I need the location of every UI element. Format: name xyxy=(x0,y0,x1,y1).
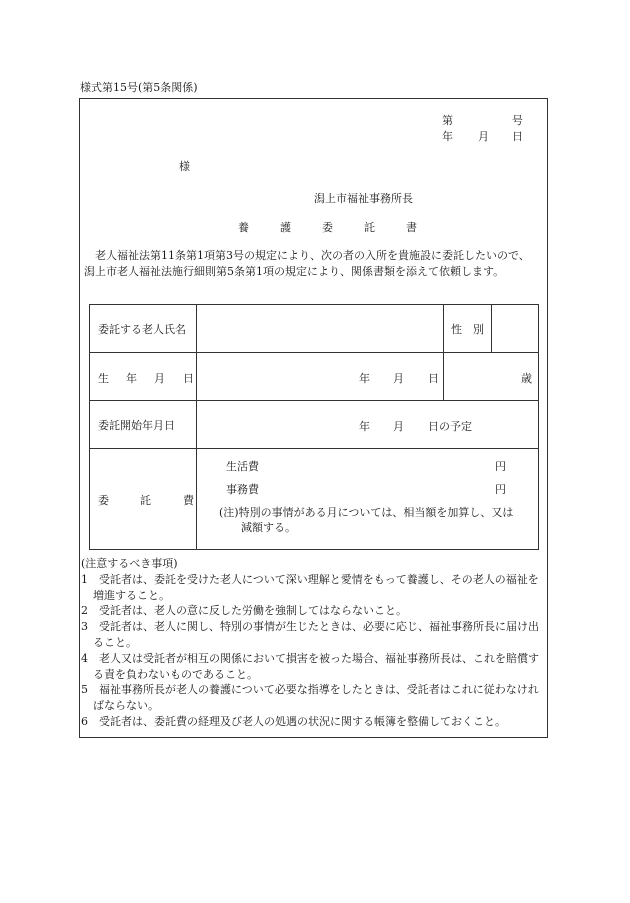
note-item: 1 受託者は、委託を受けた老人について深い理解と愛情をもって養護し、その老人の福祉を増進すること。 xyxy=(81,572,539,602)
addressee-suffix: 様 xyxy=(179,160,190,173)
birthdate-label-char: 生 xyxy=(98,371,109,385)
birth-day-unit: 日 xyxy=(428,371,439,385)
fee-label xyxy=(90,449,197,550)
elder-name-field xyxy=(197,305,444,353)
title-char: 託 xyxy=(364,221,375,234)
living-cost-yen: 円 xyxy=(495,460,506,473)
living-cost-label: 生活費 xyxy=(226,460,259,473)
form-number-label: 様式第15号(第5条関係) xyxy=(80,81,198,94)
note-item: 4 老人又は受託者が相互の関係において損害を被った場合、福祉事務所長は、これを賠償する責を負わないものであること。 xyxy=(81,651,539,681)
start-date-field xyxy=(197,401,539,449)
birth-month-unit: 月 xyxy=(393,371,404,385)
birthdate-label-char: 年 xyxy=(126,371,137,385)
request-table xyxy=(89,304,539,550)
birth-year-unit: 年 xyxy=(359,371,370,385)
age-field xyxy=(444,353,539,401)
elder-name-label: 委託する老人氏名 xyxy=(90,305,197,353)
title-char: 護 xyxy=(280,221,291,234)
office-cost-yen: 円 xyxy=(495,483,506,496)
row-fee xyxy=(90,449,539,550)
fee-label-char: 委 xyxy=(98,494,109,507)
start-year-unit: 年 xyxy=(359,419,370,433)
birthdate-label xyxy=(90,353,197,401)
doc-number-dai: 第 xyxy=(442,114,453,127)
birthdate-field xyxy=(197,353,444,401)
body-line-1: 老人福祉法第11条第1項第3号の規定により、次の者の入所を貴施設に委託したいので、 xyxy=(95,249,530,262)
date-month: 月 xyxy=(478,130,489,143)
row-elder-name xyxy=(90,305,539,353)
title-char: 書 xyxy=(406,221,417,234)
birthdate-label-char: 月 xyxy=(154,371,165,385)
start-month-unit: 月 xyxy=(393,419,404,433)
title-char: 委 xyxy=(322,221,333,234)
title-char: 養 xyxy=(238,221,249,234)
notes-section xyxy=(81,556,547,730)
notes-heading: (注意するべき事項) xyxy=(81,557,178,570)
start-date-label: 委託開始年月日 xyxy=(90,401,197,449)
note-item: 2 受託者は、老人の意に反した労働を強制してはならないこと。 xyxy=(81,604,407,618)
office-cost-label: 事務費 xyxy=(226,483,259,496)
body-line-2: 潟上市老人福祉法施行細則第5条第1項の規定により、関係書類を添えて依頼します。 xyxy=(84,265,505,278)
date-day: 日 xyxy=(512,130,523,143)
row-start-date xyxy=(90,401,539,449)
fee-note-line-2: 減額する。 xyxy=(241,521,296,534)
fee-label-char: 託 xyxy=(140,494,151,507)
issuer-name: 潟上市福祉事務所長 xyxy=(314,192,413,205)
sex-field xyxy=(492,305,539,353)
start-day-plan: 日の予定 xyxy=(428,419,472,433)
fee-field xyxy=(197,449,539,550)
note-item: 5 福祉事務所長が老人の養護について必要な指導をしたときは、受託者はこれに従わなければならない。 xyxy=(81,683,539,713)
note-item: 6 受託者は、委託費の経理及び老人の処遇の状況に関する帳簿を整備しておくこと。 xyxy=(81,714,506,728)
row-birthdate xyxy=(90,353,539,401)
doc-number-go: 号 xyxy=(512,114,523,127)
age-unit: 歳 xyxy=(521,371,532,385)
birthdate-label-char: 日 xyxy=(183,371,194,385)
fee-label-char: 費 xyxy=(183,494,194,507)
note-item: 3 受託者は、老人に関し、特別の事情が生じたときは、必要に応じ、福祉事務所長に届け出ること。 xyxy=(81,620,539,649)
date-year: 年 xyxy=(442,130,453,143)
sex-label: 性 別 xyxy=(444,305,492,353)
fee-note-line-1: (注)特別の事情がある月については、相当額を加算し、又は xyxy=(219,506,514,519)
